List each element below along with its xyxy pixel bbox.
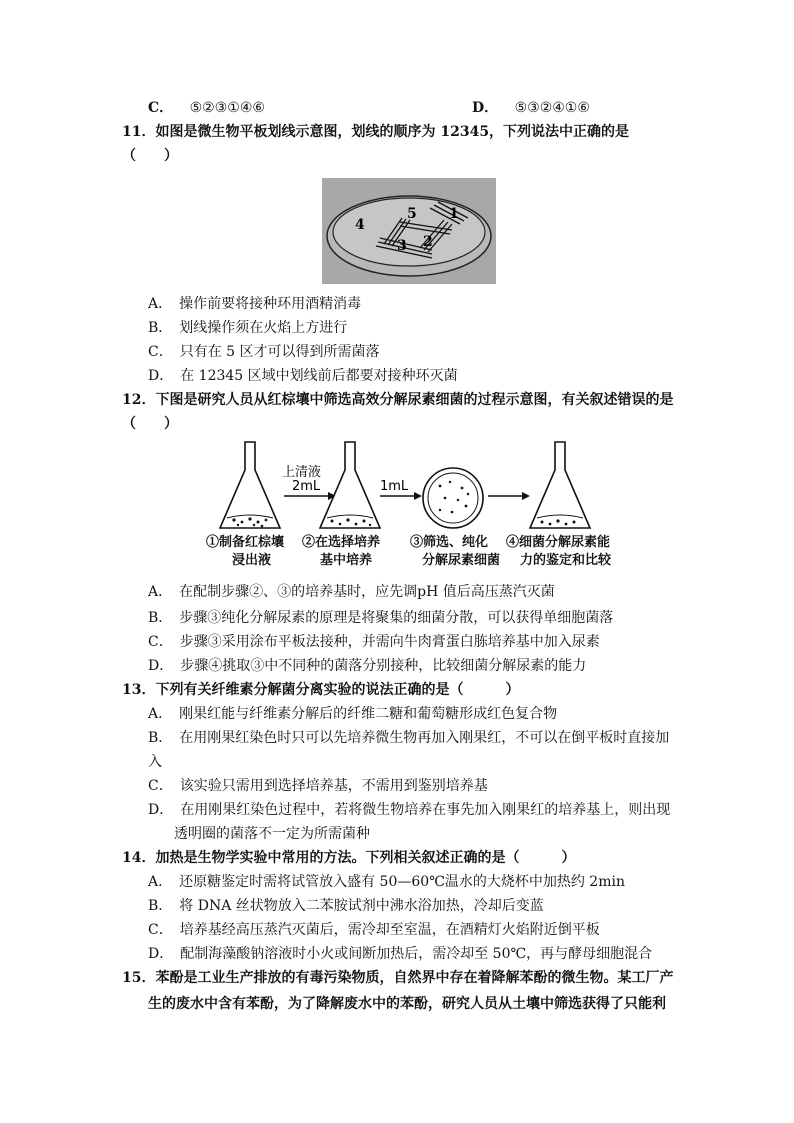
q12-option-b: B． 步骤③纯化分解尿素的原理是将聚集的细菌分散，可以获得单细胞菌落 <box>148 610 614 626</box>
caption-2-line1: ②在选择培养 <box>302 535 381 550</box>
option-d-prev <box>472 98 590 118</box>
q11-stem: 11．如图是微生物平板划线示意图，划线的顺序为 12345，下列说法中正确的是 <box>122 124 630 140</box>
arrow1-bottom-label: 2mL <box>292 479 321 494</box>
q14-option-a: A． 还原糖鉴定时需将试管放入盛有 50—60℃温水的大烧杯中加热约 2min <box>148 874 625 890</box>
q12-stem: 12．下图是研究人员从红棕壤中筛选高效分解尿素细菌的过程示意图，有关叙述错误的是 <box>122 392 674 408</box>
petri-dish-icon <box>423 468 483 528</box>
caption-3-line2: 分解尿素细菌 <box>422 553 501 568</box>
q14-stem: 14．加热是生物学实验中常用的方法。下列相关叙述正确的是（ ） <box>122 850 576 866</box>
caption-2-line2: 基中培养 <box>320 553 373 568</box>
streak-plate-figure <box>322 178 496 284</box>
q13-stem: 13．下列有关纤维素分解菌分离实验的说法正确的是（ ） <box>122 682 520 698</box>
q13-option-d: D． 在用刚果红染色过程中，若将微生物培养在事先加入刚果红的培养基上，则出现 <box>148 802 671 818</box>
caption-4-line1: ④细菌分解尿素能 <box>506 535 611 550</box>
flask-2-icon <box>320 442 380 528</box>
q13-option-b: B． 在用刚果红染色时只可以先培养微生物再加入刚果红，不可以在倒平板时直接加 <box>148 730 670 746</box>
q13-option-d-cont: 透明圈的菌落不一定为所需菌种 <box>174 826 370 842</box>
caption-1-line1: ①制备红棕壤 <box>206 535 285 550</box>
q14-option-c: C． 培养基经高压蒸汽灭菌后，需冷却至室温，在酒精灯火焰附近倒平板 <box>148 922 600 938</box>
q12-bracket: （ ） <box>122 416 178 432</box>
caption-4 <box>506 534 611 570</box>
option-text: ⑤②③①④⑥ <box>189 100 265 116</box>
streak-label-1: 1 <box>449 206 459 222</box>
caption-3 <box>410 534 500 570</box>
option-letter: D． <box>472 100 499 116</box>
arrow1-top-label: 上清液 <box>282 465 322 480</box>
q11-option-b: B． 划线操作须在火焰上方进行 <box>148 320 348 336</box>
caption-3-line1: ③筛选、纯化 <box>410 535 489 550</box>
q13-option-c: C． 该实验只需用到选择培养基，不需用到鉴别培养基 <box>148 778 488 794</box>
option-letter: C． <box>148 100 174 116</box>
q15-stem-line1: 15．苯酚是工业生产排放的有毒污染物质，自然界中存在着降解苯酚的微生物。某工厂产 <box>122 970 674 986</box>
streak-label-3: 3 <box>397 238 407 254</box>
flask-1-icon <box>220 442 280 528</box>
q12-option-a: A． 在配制步骤②、③的培养基时，应先调pH 值后高压蒸汽灭菌 <box>148 584 555 600</box>
streak-label-2: 2 <box>423 234 433 250</box>
q11-option-a: A． 操作前要将接种环用酒精消毒 <box>148 296 362 312</box>
q13-option-b-cont: 入 <box>148 754 162 770</box>
q14-option-d: D． 配制海藻酸钠溶液时小火或间断加热后，需冷却至 50℃，再与酵母细胞混合 <box>148 946 653 962</box>
q11-option-c: C． 只有在 5 区才可以得到所需菌落 <box>148 344 380 360</box>
q11-option-d: D． 在 12345 区域中划线前后都要对接种环灭菌 <box>148 368 458 384</box>
caption-2 <box>302 534 380 570</box>
q15-stem-line2: 生的废水中含有苯酚，为了降解废水中的苯酚，研究人员从土壤中筛选获得了只能利 <box>148 996 666 1012</box>
q14-option-b: B． 将 DNA 丝状物放入二苯胺试剂中沸水浴加热，冷却后变蓝 <box>148 898 544 914</box>
streak-label-4: 4 <box>355 217 365 233</box>
q12-option-d: D． 步骤④挑取③中不同种的菌落分别接种，比较细菌分解尿素的能力 <box>148 658 587 674</box>
caption-1-line2: 浸出液 <box>232 553 272 568</box>
arrow2-top-label: 1mL <box>380 479 409 494</box>
caption-1 <box>206 534 284 570</box>
q11-bracket: （ ） <box>122 148 178 164</box>
streak-label-5: 5 <box>407 206 417 222</box>
option-text: ⑤③②④①⑥ <box>514 100 590 116</box>
caption-4-line2: 力的鉴定和比较 <box>520 553 612 568</box>
flask-4-icon <box>530 442 590 528</box>
q12-option-c: C． 步骤③采用涂布平板法接种，并需向牛肉膏蛋白胨培养基中加入尿素 <box>148 634 600 650</box>
option-c-prev <box>148 98 265 118</box>
q13-option-a: A． 刚果红能与纤维素分解后的纤维二糖和葡萄糖形成红色复合物 <box>148 706 558 722</box>
